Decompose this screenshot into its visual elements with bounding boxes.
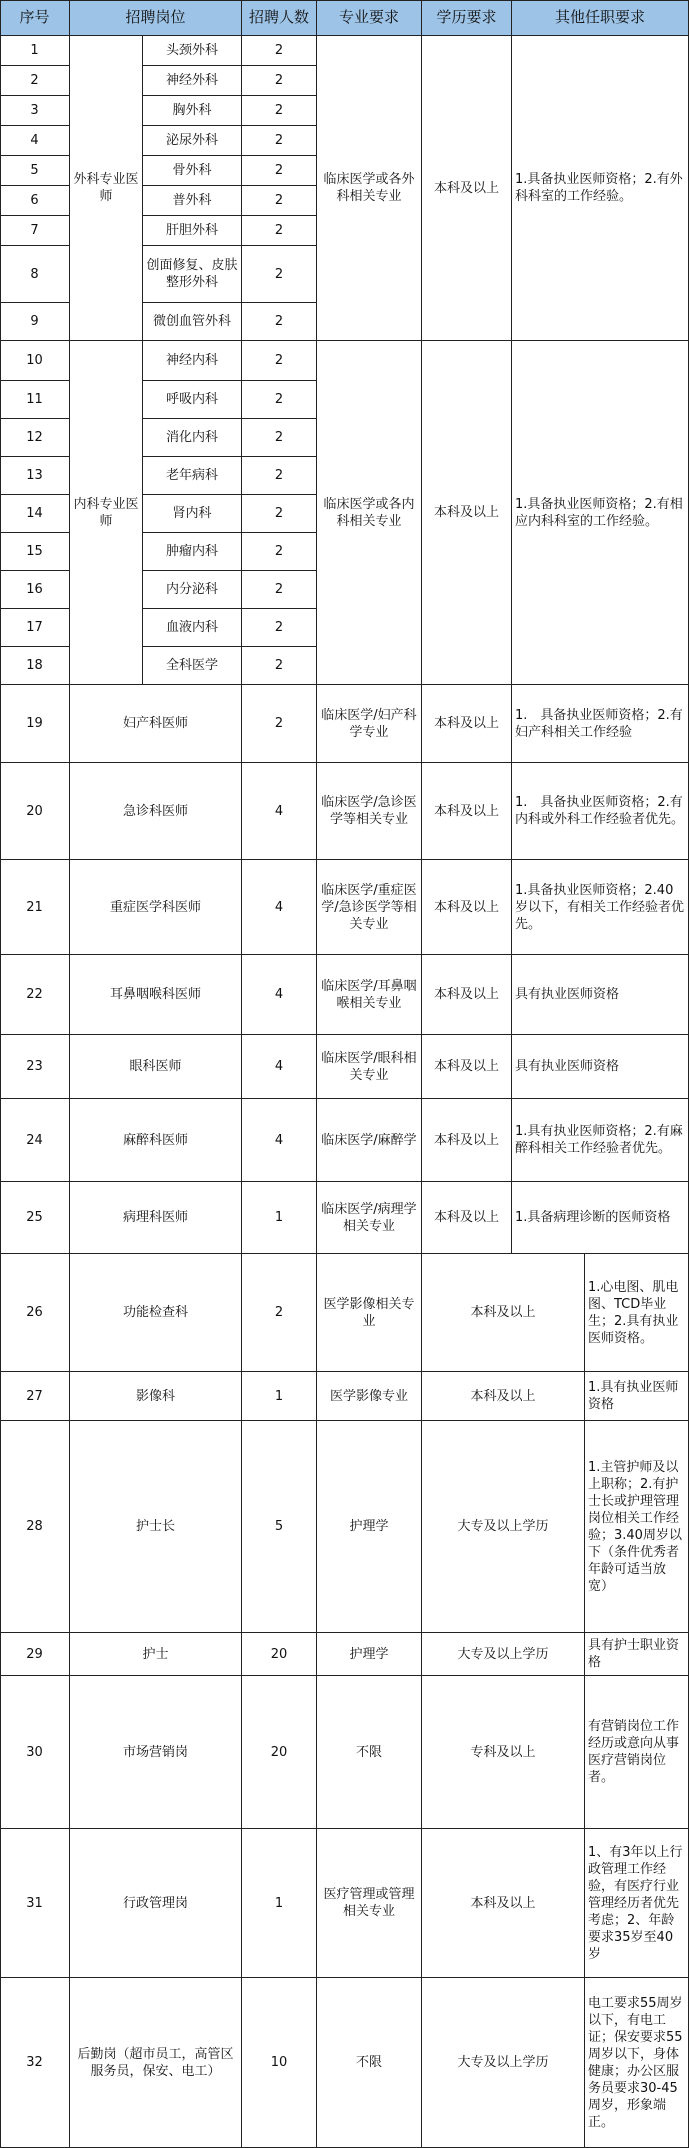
department-name: 神经外科: [143, 66, 242, 96]
other-requirement: 1.具有执业医师资格；2.有麻醉科相关工作经验者优先。: [512, 1099, 689, 1182]
education-requirement: 专科及以上: [422, 1676, 585, 1829]
department-name: 普外科: [143, 186, 242, 216]
hire-count: 1: [242, 1372, 317, 1421]
row-index: 30: [0, 1676, 70, 1829]
position-name: 护士长: [70, 1421, 242, 1633]
hire-count: 4: [242, 763, 317, 860]
header-major: 专业要求: [317, 0, 422, 36]
major-requirement: 临床医学或各外科相关专业: [317, 36, 422, 341]
hire-count: 4: [242, 1099, 317, 1182]
header-education: 学历要求: [422, 0, 512, 36]
education-requirement: 本科及以上: [422, 763, 512, 860]
hire-count: 1: [242, 1829, 317, 1978]
row-index: 1: [0, 36, 70, 66]
education-requirement: 本科及以上: [422, 685, 512, 763]
position-name: 病理科医师: [70, 1182, 242, 1254]
other-requirement: 具有护士职业资格: [585, 1633, 689, 1676]
position-name: 护士: [70, 1633, 242, 1676]
department-name: 肿瘤内科: [143, 533, 242, 571]
major-requirement: 护理学: [317, 1633, 422, 1676]
position-name: 耳鼻咽喉科医师: [70, 955, 242, 1035]
row-index: 12: [0, 419, 70, 457]
row-index: 14: [0, 495, 70, 533]
other-requirement: 1.具备执业医师资格；2.40岁以下，有相关工作经验者优先。: [512, 860, 689, 955]
position-name: 眼科医师: [70, 1035, 242, 1099]
major-requirement: 临床医学/麻醉学: [317, 1099, 422, 1182]
row-index: 20: [0, 763, 70, 860]
department-name: 泌尿外科: [143, 126, 242, 156]
position-name: 后勤岗（超市员工，高管区服务员，保安、电工）: [70, 1978, 242, 2148]
major-requirement: 临床医学/急诊医学等相关专业: [317, 763, 422, 860]
row-index: 28: [0, 1421, 70, 1633]
other-requirement: 1.主管护师及以上职称；2.有护士长或护理管理岗位相关工作经验；3.40周岁以下（条件优秀者年龄可适当放宽）: [585, 1421, 689, 1633]
other-requirement: 1.具备病理诊断的医师资格: [512, 1182, 689, 1254]
hire-count: 2: [242, 419, 317, 457]
hire-count: 2: [242, 66, 317, 96]
row-index: 23: [0, 1035, 70, 1099]
education-requirement: 本科及以上: [422, 1182, 512, 1254]
hire-count: 2: [242, 126, 317, 156]
major-requirement: 医学影像相关专业: [317, 1254, 422, 1372]
row-index: 11: [0, 381, 70, 419]
row-index: 10: [0, 341, 70, 381]
header-count: 招聘人数: [242, 0, 317, 36]
department-name: 微创血管外科: [143, 303, 242, 341]
department-name: 血液内科: [143, 609, 242, 647]
department-name: 创面修复、皮肤整形外科: [143, 246, 242, 303]
department-name: 内分泌科: [143, 571, 242, 609]
row-index: 2: [0, 66, 70, 96]
row-index: 6: [0, 186, 70, 216]
row-index: 25: [0, 1182, 70, 1254]
hire-count: 2: [242, 571, 317, 609]
header-index: 序号: [0, 0, 70, 36]
row-index: 5: [0, 156, 70, 186]
education-requirement: 本科及以上: [422, 1254, 585, 1372]
row-index: 3: [0, 96, 70, 126]
row-index: 32: [0, 1978, 70, 2148]
major-requirement: 护理学: [317, 1421, 422, 1633]
department-name: 神经内科: [143, 341, 242, 381]
hire-count: 20: [242, 1676, 317, 1829]
education-requirement: 大专及以上学历: [422, 1421, 585, 1633]
position-name: 影像科: [70, 1372, 242, 1421]
row-index: 4: [0, 126, 70, 156]
other-requirement: 有营销岗位工作经历或意向从事医疗营销岗位者。: [585, 1676, 689, 1829]
hire-count: 2: [242, 533, 317, 571]
row-index: 26: [0, 1254, 70, 1372]
hire-count: 5: [242, 1421, 317, 1633]
department-name: 呼吸内科: [143, 381, 242, 419]
hire-count: 2: [242, 341, 317, 381]
position-name: 行政管理岗: [70, 1829, 242, 1978]
position-name: 急诊科医师: [70, 763, 242, 860]
department-name: 头颈外科: [143, 36, 242, 66]
position-name: 市场营销岗: [70, 1676, 242, 1829]
education-requirement: 大专及以上学历: [422, 1978, 585, 2148]
major-requirement: 临床医学或各内科相关专业: [317, 341, 422, 685]
major-requirement: 医学影像专业: [317, 1372, 422, 1421]
other-requirement: 具有执业医师资格: [512, 1035, 689, 1099]
row-index: 13: [0, 457, 70, 495]
row-index: 27: [0, 1372, 70, 1421]
education-requirement: 本科及以上: [422, 1372, 585, 1421]
other-requirement: 1、有3年以上行政管理工作经验，有医疗行业管理经历者优先考虑；2、年龄要求35岁至40岁: [585, 1829, 689, 1978]
hire-count: 4: [242, 1035, 317, 1099]
position-name: 功能检查科: [70, 1254, 242, 1372]
group-name: 外科专业医师: [70, 36, 143, 341]
hire-count: 2: [242, 457, 317, 495]
hire-count: 4: [242, 860, 317, 955]
row-index: 17: [0, 609, 70, 647]
department-name: 肝胆外科: [143, 216, 242, 246]
hire-count: 2: [242, 647, 317, 685]
department-name: 老年病科: [143, 457, 242, 495]
row-index: 15: [0, 533, 70, 571]
row-index: 24: [0, 1099, 70, 1182]
position-name: 妇产科医师: [70, 685, 242, 763]
hire-count: 2: [242, 216, 317, 246]
row-index: 19: [0, 685, 70, 763]
hire-count: 2: [242, 186, 317, 216]
position-name: 麻醉科医师: [70, 1099, 242, 1182]
hire-count: 10: [242, 1978, 317, 2148]
other-requirement: 1.具有执业医师资格: [585, 1372, 689, 1421]
education-requirement: 本科及以上: [422, 860, 512, 955]
other-requirement: 具有执业医师资格: [512, 955, 689, 1035]
group-name: 内科专业医师: [70, 341, 143, 685]
major-requirement: 临床医学/重症医学/急诊医学等相关专业: [317, 860, 422, 955]
row-index: 21: [0, 860, 70, 955]
major-requirement: 不限: [317, 1978, 422, 2148]
hire-count: 2: [242, 156, 317, 186]
position-name: 重症医学科医师: [70, 860, 242, 955]
hire-count: 2: [242, 1254, 317, 1372]
education-requirement: 大专及以上学历: [422, 1633, 585, 1676]
education-requirement: 本科及以上: [422, 1035, 512, 1099]
hire-count: 2: [242, 381, 317, 419]
other-requirement: 1.心电图、肌电图、TCD毕业生；2.具有执业医师资格。: [585, 1254, 689, 1372]
hire-count: 1: [242, 1182, 317, 1254]
row-index: 29: [0, 1633, 70, 1676]
header-other: 其他任职要求: [512, 0, 689, 36]
row-index: 9: [0, 303, 70, 341]
hire-count: 2: [242, 495, 317, 533]
education-requirement: 本科及以上: [422, 1099, 512, 1182]
hire-count: 2: [242, 36, 317, 66]
department-name: 骨外科: [143, 156, 242, 186]
row-index: 8: [0, 246, 70, 303]
major-requirement: 不限: [317, 1676, 422, 1829]
other-requirement: 1. 具备执业医师资格；2.有妇产科相关工作经验: [512, 685, 689, 763]
other-requirement: 1. 具备执业医师资格；2.有内科或外科工作经验者优先。: [512, 763, 689, 860]
department-name: 全科医学: [143, 647, 242, 685]
major-requirement: 临床医学/病理学相关专业: [317, 1182, 422, 1254]
education-requirement: 本科及以上: [422, 36, 512, 341]
other-requirement: 1.具备执业医师资格；2.有相应内科科室的工作经验。: [512, 341, 689, 685]
education-requirement: 本科及以上: [422, 955, 512, 1035]
department-name: 肾内科: [143, 495, 242, 533]
hire-count: 2: [242, 246, 317, 303]
major-requirement: 临床医学/妇产科学专业: [317, 685, 422, 763]
row-index: 7: [0, 216, 70, 246]
department-name: 胸外科: [143, 96, 242, 126]
row-index: 31: [0, 1829, 70, 1978]
row-index: 18: [0, 647, 70, 685]
hire-count: 20: [242, 1633, 317, 1676]
hire-count: 2: [242, 96, 317, 126]
major-requirement: 临床医学/耳鼻咽喉相关专业: [317, 955, 422, 1035]
hire-count: 2: [242, 303, 317, 341]
major-requirement: 医疗管理或管理相关专业: [317, 1829, 422, 1978]
other-requirement: 电工要求55周岁以下，有电工证；保安要求55周岁以下，身体健康；办公区服务员要求30-45周岁，形象端正。: [585, 1978, 689, 2148]
hire-count: 2: [242, 609, 317, 647]
major-requirement: 临床医学/眼科相关专业: [317, 1035, 422, 1099]
education-requirement: 本科及以上: [422, 1829, 585, 1978]
education-requirement: 本科及以上: [422, 341, 512, 685]
department-name: 消化内科: [143, 419, 242, 457]
hire-count: 2: [242, 685, 317, 763]
hire-count: 4: [242, 955, 317, 1035]
other-requirement: 1.具备执业医师资格；2.有外科科室的工作经验。: [512, 36, 689, 341]
row-index: 16: [0, 571, 70, 609]
row-index: 22: [0, 955, 70, 1035]
header-position: 招聘岗位: [70, 0, 242, 36]
